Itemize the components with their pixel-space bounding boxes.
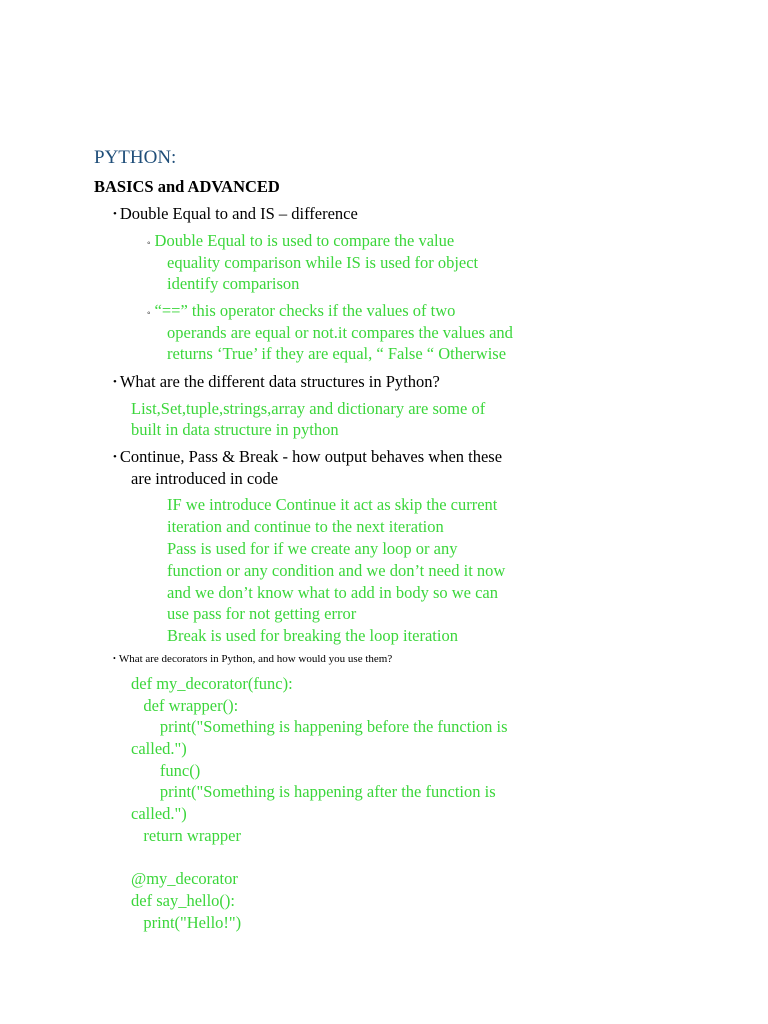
code-line: called.") — [131, 739, 187, 759]
answer-1a-text-1: Double Equal to is used to compare the value — [154, 231, 455, 250]
question-4-text: What are decorators in Python, and how would you use them? — [118, 653, 393, 665]
circle-bullet-icon: ◦ — [147, 308, 151, 319]
answer-1a-line-2: equality comparison while IS is used for object — [167, 253, 479, 272]
answer-2-line-1: List,Set,tuple,strings,array and dictionary are some of — [131, 399, 486, 418]
question-2-text: What are the different data structures in Python? — [119, 372, 440, 391]
answer-2-line-2: built in data structure in python — [131, 420, 339, 439]
question-3-line-1 — [113, 446, 502, 468]
answer-3-line-4: function or any condition and we don’t need it now — [167, 561, 506, 580]
code-line: return wrapper — [131, 825, 241, 845]
code-line: def my_decorator(func): — [131, 674, 293, 693]
bullet-icon: • — [113, 451, 117, 463]
answer-3-line-7: Break is used for breaking the loop iteration — [167, 626, 458, 645]
bullet-icon: • — [113, 654, 116, 663]
question-1-text: Double Equal to and IS – difference — [119, 204, 358, 223]
code-line — [131, 847, 571, 869]
code-block — [131, 673, 571, 933]
answer-1b-text-1: “==” this operator checks if the values of two — [154, 301, 456, 320]
circle-bullet-icon: ◦ — [147, 238, 151, 249]
code-line: @my_decorator — [131, 869, 238, 889]
question-3-line-2: are introduced in code — [131, 469, 279, 488]
answer-3-line-3: Pass is used for if we create any loop or any — [167, 539, 458, 558]
question-3-text-1: Continue, Pass & Break - how output behaves when these — [119, 447, 503, 466]
answer-1b-line-2: operands are equal or not.it compares the values and — [167, 323, 513, 342]
bullet-icon: • — [113, 208, 117, 220]
code-line: def wrapper(): — [131, 695, 239, 715]
answer-1b-line-3: returns ‘True’ if they are equal, “ False “ Otherwise — [167, 344, 507, 363]
code-line: func() — [131, 760, 201, 780]
document-subtitle: BASICS and ADVANCED — [94, 177, 280, 196]
question-1 — [113, 203, 358, 225]
document-title: PYTHON: — [94, 147, 177, 168]
code-line: called.") — [131, 804, 187, 824]
code-line: print("Something is happening after the function is — [131, 782, 496, 802]
code-line: def say_hello(): — [131, 890, 236, 910]
answer-3-line-5: and we don’t know what to add in body so we can — [167, 583, 499, 602]
code-line: print("Something is happening before the function is — [131, 717, 508, 737]
code-line: print("Hello!") — [131, 912, 242, 932]
answer-3-line-2: iteration and continue to the next iteration — [167, 517, 444, 536]
answer-3-line-6: use pass for not getting error — [167, 604, 357, 623]
answer-1a-line-3: identify comparison — [167, 274, 300, 293]
answer-3-line-1: IF we introduce Continue it act as skip the current — [167, 495, 498, 514]
question-2 — [113, 371, 440, 393]
question-4 — [113, 651, 392, 667]
bullet-icon: • — [113, 376, 117, 388]
